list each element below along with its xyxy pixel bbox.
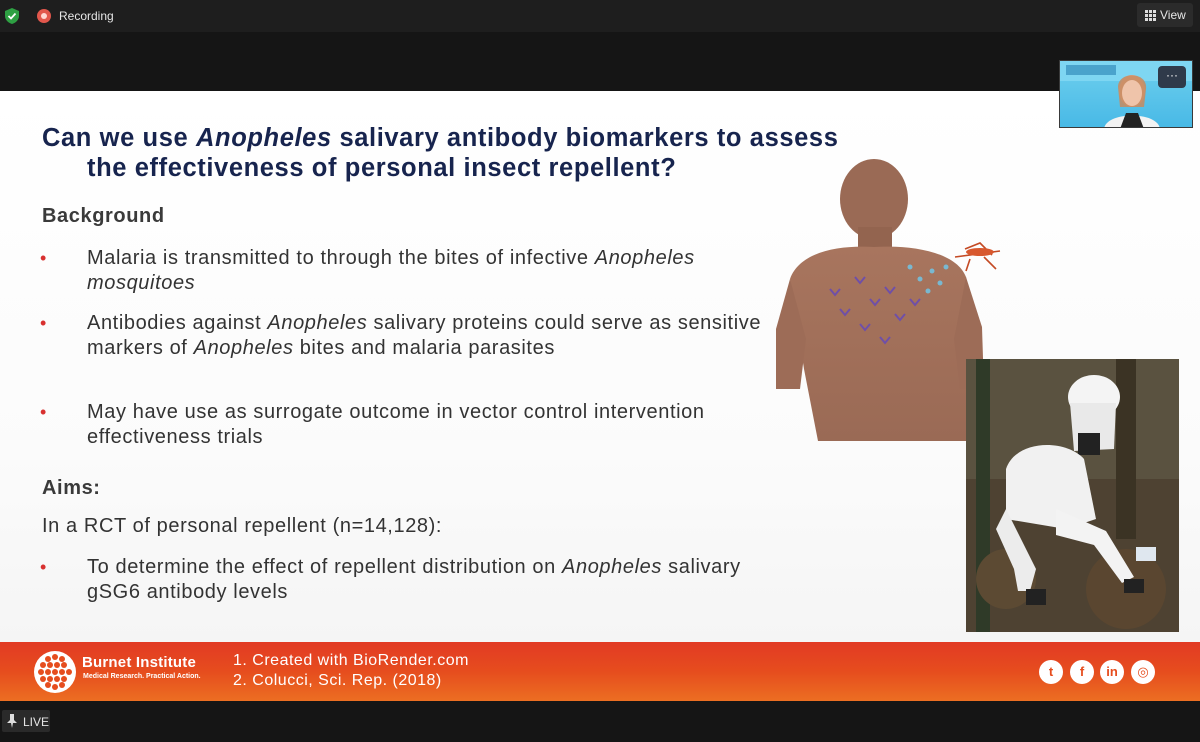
- bullet-item: • Malaria is transmitted to through the bites of infective Anopheles mosquitoes: [87, 246, 767, 296]
- reference-1: 1. Created with BioRender.com: [233, 652, 469, 669]
- recording-icon[interactable]: [37, 9, 51, 23]
- shield-check-icon[interactable]: [5, 8, 19, 24]
- facebook-icon: f: [1070, 660, 1094, 684]
- live-button[interactable]: [2, 710, 50, 732]
- speaker-video-thumbnail[interactable]: [1059, 60, 1193, 128]
- bullet-item: • Antibodies against Anopheles salivary proteins could serve as sensitive markers of Anopheles bites and malaria parasites: [87, 311, 767, 361]
- presentation-slide: [0, 91, 1200, 701]
- field-photo: [966, 359, 1179, 632]
- view-button[interactable]: [1137, 3, 1193, 27]
- aims-intro: In a RCT of personal repellent (n=14,128):: [42, 515, 443, 537]
- recording-label: Recording: [59, 9, 114, 23]
- top-bar: [0, 0, 1200, 32]
- aims-heading: Aims:: [42, 477, 101, 499]
- slide-title: Can we use Anopheles salivary antibody biomarkers to assess the effectiveness of personal insect repellent?: [42, 124, 839, 182]
- slide-footer: [0, 642, 1200, 701]
- bullet-item: • To determine the effect of repellent distribution on Anopheles salivary gSG6 antibody levels: [87, 555, 767, 605]
- reference-2: 2. Colucci, Sci. Rep. (2018): [233, 672, 442, 689]
- bullet-item: • May have use as surrogate outcome in vector control intervention effectiveness trials: [87, 400, 767, 450]
- live-label: LIVE: [23, 715, 50, 729]
- linkedin-icon: in: [1100, 660, 1124, 684]
- background-heading: Background: [42, 205, 165, 227]
- burnet-logo-icon: [34, 651, 76, 693]
- more-options-button[interactable]: ···: [1158, 66, 1186, 88]
- org-tagline: Medical Research. Practical Action.: [83, 673, 201, 680]
- org-name: Burnet Institute: [82, 654, 197, 671]
- grid-view-icon: [1145, 10, 1156, 21]
- twitter-icon: t: [1039, 660, 1063, 684]
- bottom-bar: [0, 706, 1200, 742]
- view-label: View: [1160, 8, 1186, 22]
- instagram-icon: ◎: [1131, 660, 1155, 684]
- pin-icon: [6, 714, 18, 728]
